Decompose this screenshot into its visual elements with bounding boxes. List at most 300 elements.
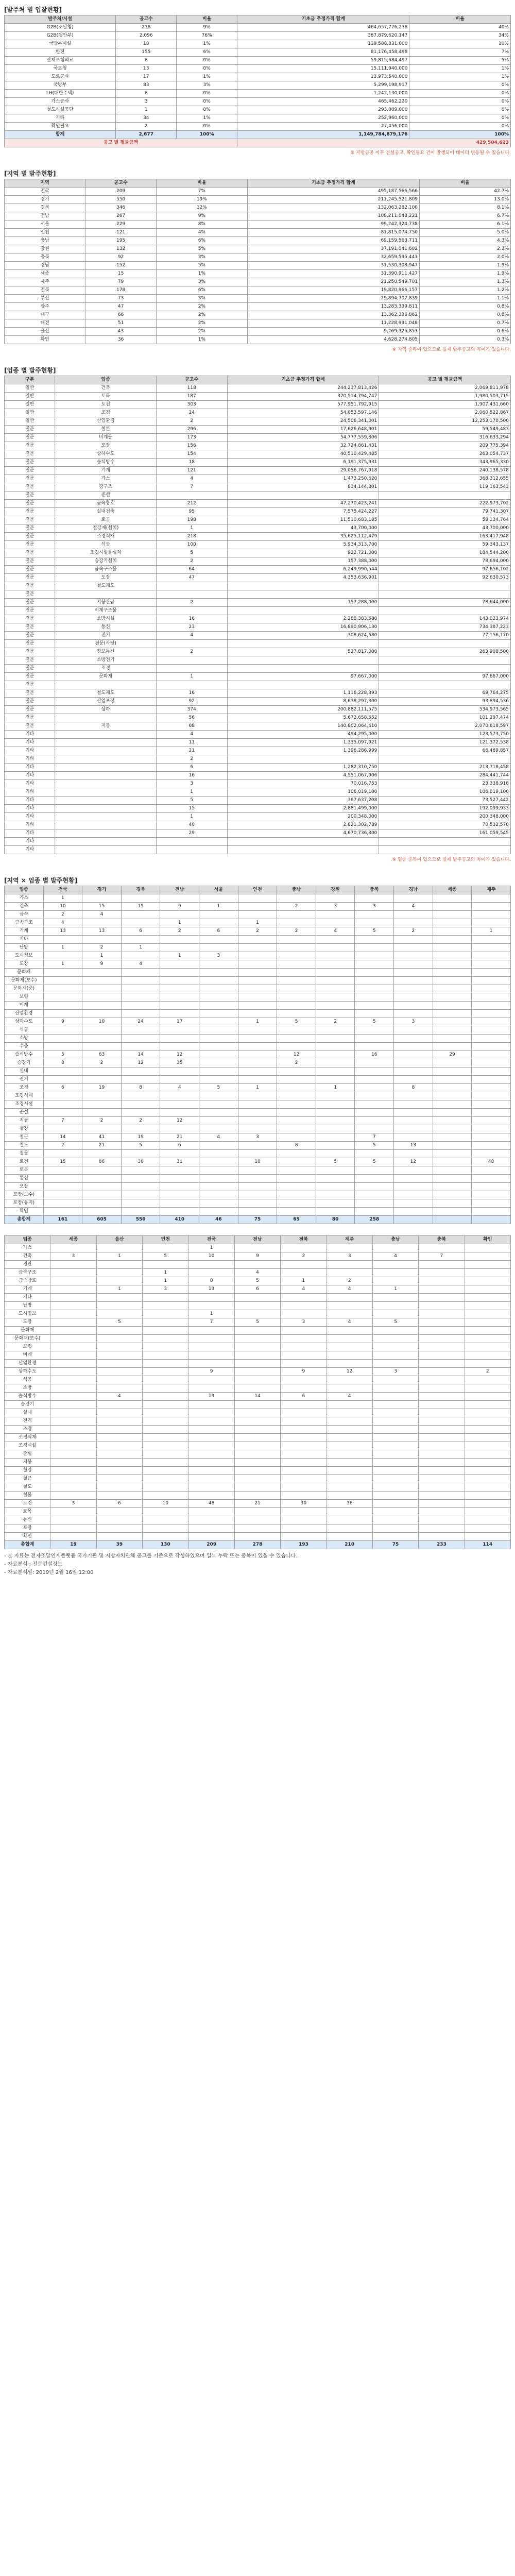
table-cell <box>121 1166 160 1175</box>
table-cell <box>82 1208 122 1216</box>
table-cell <box>50 1277 96 1285</box>
column-header: 인천 <box>143 1236 188 1244</box>
table-cell: 59,343,137 <box>379 541 511 549</box>
table-row <box>5 1376 511 1384</box>
table-cell: 8 <box>116 90 177 98</box>
table-cell <box>465 1269 510 1277</box>
table-cell <box>55 764 157 772</box>
table-cell <box>160 1035 199 1043</box>
footnote-line: - 자료분석 : 전문건설정보 <box>4 1562 63 1567</box>
average-row <box>5 139 511 147</box>
table-cell <box>238 969 277 977</box>
table-cell: 지붕 <box>55 722 157 731</box>
table-cell: G2B(행안부) <box>5 32 116 40</box>
table-cell <box>472 1100 511 1109</box>
table-cell <box>143 1302 188 1310</box>
table-cell <box>372 1376 418 1384</box>
table-cell <box>199 936 238 944</box>
table-cell <box>394 1183 433 1191</box>
table-cell: 3 <box>199 952 238 960</box>
table-row <box>5 229 511 237</box>
table-cell <box>394 1216 433 1224</box>
table-cell: 41 <box>82 1133 122 1142</box>
table-cell <box>472 919 511 927</box>
table-cell <box>188 1450 234 1459</box>
table-cell: 17 <box>160 1018 199 1026</box>
table-row <box>5 673 511 681</box>
table-cell: 2 <box>82 1059 122 1067</box>
table-cell: 전문 <box>5 623 55 632</box>
column-header: 확인 <box>465 1236 510 1244</box>
table-cell: 5% <box>409 57 511 65</box>
table-cell <box>96 1434 142 1442</box>
table-cell: 11,228,991,048 <box>247 319 419 328</box>
table-cell <box>281 1294 327 1302</box>
table-cell: 527,817,000 <box>227 648 379 656</box>
table-cell <box>234 1442 280 1450</box>
table-cell <box>419 1426 465 1434</box>
table-cell <box>50 1426 96 1434</box>
table-cell: 157,288,000 <box>227 599 379 607</box>
table-cell: 106,019,100 <box>379 788 511 796</box>
table-cell <box>234 1376 280 1384</box>
table-cell <box>199 1158 238 1166</box>
table-cell <box>234 1409 280 1417</box>
table-row <box>5 1401 511 1409</box>
table-cell <box>55 772 157 780</box>
table-cell: 11,510,683,185 <box>227 516 379 524</box>
table-cell: 가스공사 <box>5 98 116 106</box>
table-cell: 12 <box>121 1059 160 1067</box>
table-cell <box>465 1450 510 1459</box>
footnote-line: - 본 자료는 전자조달연계플랫폼 국가기관 및 지방자치단체 공고를 기준으로 작성하였으며 일부 누락 또는 중복이 있을 수 있습니다. <box>4 1553 298 1559</box>
table-cell: 2 <box>316 1018 355 1026</box>
table-cell <box>316 1208 355 1216</box>
table-cell <box>160 1100 199 1109</box>
table-cell: 4,551,067,906 <box>227 772 379 780</box>
table-cell: 전문 <box>5 689 55 698</box>
column-header: 기초금 추정가격 합계 <box>247 179 419 188</box>
table-cell: 전문 <box>5 665 55 673</box>
table-cell: 서울 <box>5 221 85 229</box>
table-cell <box>238 1076 277 1084</box>
industry-table <box>4 376 511 854</box>
table-cell <box>160 894 199 903</box>
table-cell: 일반 <box>5 401 55 409</box>
table-cell <box>188 1261 234 1269</box>
table-cell: 기타 <box>5 936 44 944</box>
table-cell: 2 <box>121 1117 160 1125</box>
table-cell: 23,338,918 <box>379 780 511 788</box>
table-cell <box>419 1459 465 1467</box>
table-cell: 47 <box>156 574 227 582</box>
table-cell <box>82 1109 122 1117</box>
table-cell: 140,802,064,610 <box>227 722 379 731</box>
table-cell <box>55 590 157 599</box>
table-cell: 제주 <box>5 278 85 286</box>
column-header: 세종 <box>50 1236 96 1244</box>
table-cell: 전문 <box>5 714 55 722</box>
table-cell <box>281 1508 327 1516</box>
table-row <box>5 1450 511 1459</box>
table-cell: 73,527,442 <box>379 796 511 805</box>
table-cell <box>327 1294 372 1302</box>
table-cell <box>234 1327 280 1335</box>
table-cell: 39 <box>96 1541 142 1549</box>
table-cell <box>394 1067 433 1076</box>
table-cell: 79 <box>85 278 157 286</box>
table-cell: 0% <box>409 106 511 114</box>
table-cell <box>379 838 511 846</box>
table-cell: 121 <box>85 229 157 237</box>
table-cell: 31 <box>160 1158 199 1166</box>
table-cell: 7 <box>419 1252 465 1261</box>
table-cell: 5 <box>143 1252 188 1261</box>
table-row <box>5 524 511 533</box>
table-cell <box>465 1533 510 1541</box>
table-cell: 8 <box>394 1084 433 1092</box>
table-cell: 2,881,499,000 <box>227 805 379 813</box>
total-row <box>5 131 511 139</box>
table-cell <box>121 1100 160 1109</box>
table-row <box>5 944 511 952</box>
table-cell <box>50 1343 96 1351</box>
table-row <box>5 393 511 401</box>
table-cell <box>43 1109 82 1117</box>
table-cell: 7% <box>156 188 247 196</box>
table-cell: 263,054,737 <box>379 450 511 459</box>
table-cell: 30 <box>121 1158 160 1166</box>
column-header: 구분 <box>5 376 55 384</box>
table-cell: 7,575,424,227 <box>227 508 379 516</box>
table-row <box>5 927 511 936</box>
table-cell <box>199 1166 238 1175</box>
table-cell: 2 <box>43 911 82 919</box>
column-header: 공고수 <box>85 179 157 188</box>
table-row <box>5 221 511 229</box>
column-header: 충남 <box>277 886 316 894</box>
table-cell <box>316 1125 355 1133</box>
table-cell <box>143 1343 188 1351</box>
table-cell: 184,544,200 <box>379 549 511 557</box>
table-cell <box>199 993 238 1002</box>
table-cell <box>465 1500 510 1508</box>
table-cell: 1.3% <box>420 278 511 286</box>
table-cell: 비계구조물 <box>55 607 157 615</box>
table-cell <box>188 1327 234 1335</box>
table-cell <box>121 1002 160 1010</box>
table-cell <box>472 993 511 1002</box>
table-cell <box>82 985 122 993</box>
table-cell: 난방 <box>5 944 44 952</box>
table-row <box>5 1393 511 1401</box>
table-cell <box>433 985 472 993</box>
table-cell: 5 <box>355 1142 394 1150</box>
table-cell: 101,297,474 <box>379 714 511 722</box>
table-cell <box>465 1335 510 1343</box>
table-cell <box>227 582 379 590</box>
table-cell: 4 <box>199 1133 238 1142</box>
table-cell: 0% <box>409 98 511 106</box>
table-cell <box>472 1199 511 1208</box>
table-cell <box>316 1059 355 1067</box>
table-row <box>5 1360 511 1368</box>
table-row <box>5 409 511 417</box>
table-cell: 296 <box>156 426 227 434</box>
table-cell <box>238 1125 277 1133</box>
table-cell: 전문 <box>5 524 55 533</box>
table-cell: 152 <box>85 262 157 270</box>
table-cell <box>327 1442 372 1450</box>
table-cell <box>394 1208 433 1216</box>
table-cell <box>472 952 511 960</box>
table-cell: 29 <box>156 829 227 838</box>
table-cell <box>355 969 394 977</box>
table-cell: 195 <box>85 237 157 245</box>
table-cell <box>355 977 394 985</box>
table-cell <box>188 1401 234 1409</box>
table-cell: 121,372,538 <box>379 739 511 747</box>
table-cell <box>355 944 394 952</box>
table-cell <box>82 1076 122 1084</box>
table-cell <box>96 1450 142 1459</box>
table-row <box>5 450 511 459</box>
table-cell: 303 <box>156 401 227 409</box>
table-cell <box>372 1261 418 1269</box>
table-cell <box>199 960 238 969</box>
table-cell: 일반 <box>5 393 55 401</box>
table-cell <box>160 977 199 985</box>
table-cell: 43 <box>85 328 157 336</box>
table-cell: 92 <box>85 253 157 262</box>
table-cell <box>327 1475 372 1483</box>
table-cell <box>82 1035 122 1043</box>
table-row <box>5 459 511 467</box>
table-cell: 81,815,074,750 <box>247 229 419 237</box>
table-row <box>5 1310 511 1318</box>
table-cell <box>316 1076 355 1084</box>
table-cell <box>277 1010 316 1018</box>
table-cell: 734,387,223 <box>379 623 511 632</box>
table-row <box>5 722 511 731</box>
table-cell: 4 <box>121 960 160 969</box>
table-cell <box>227 590 379 599</box>
table-cell <box>355 1092 394 1100</box>
table-cell: 토목 <box>55 393 157 401</box>
table-cell <box>472 1067 511 1076</box>
table-cell: 267 <box>85 212 157 221</box>
table-cell <box>199 911 238 919</box>
table-cell <box>419 1434 465 1442</box>
table-cell: 전문 <box>5 475 55 483</box>
table-cell <box>55 681 157 689</box>
table-cell <box>50 1492 96 1500</box>
table-cell: 1 <box>372 1285 418 1294</box>
table-cell: 전문 <box>5 459 55 467</box>
table-cell <box>82 894 122 903</box>
table-cell <box>372 1360 418 1368</box>
table-cell: 8 <box>116 57 177 65</box>
table-cell <box>277 1076 316 1084</box>
table-cell <box>43 1125 82 1133</box>
table-cell: 229 <box>85 221 157 229</box>
table-cell <box>355 993 394 1002</box>
table-cell <box>281 1434 327 1442</box>
table-cell <box>121 1191 160 1199</box>
table-cell: 316,633,294 <box>379 434 511 442</box>
table-cell: 소방시설 <box>55 615 157 623</box>
table-cell: 494,295,000 <box>227 731 379 739</box>
table-cell <box>419 1500 465 1508</box>
table-cell: 5 <box>355 927 394 936</box>
table-cell: 258 <box>355 1216 394 1224</box>
table-cell: 1,980,503,715 <box>379 393 511 401</box>
table-cell: 19% <box>156 196 247 204</box>
table-cell: 0% <box>409 81 511 90</box>
table-cell <box>277 911 316 919</box>
table-row <box>5 1285 511 1294</box>
table-cell <box>160 1067 199 1076</box>
table-cell: 2 <box>277 903 316 911</box>
table-cell: 문화재 <box>5 1327 50 1335</box>
table-cell: 금속창호 <box>5 1277 50 1285</box>
table-cell <box>472 1010 511 1018</box>
table-cell: 1.1% <box>420 295 511 303</box>
table-cell <box>433 969 472 977</box>
table-row <box>5 911 511 919</box>
table-cell <box>277 919 316 927</box>
table-cell: 48 <box>188 1500 234 1508</box>
table-cell <box>281 1483 327 1492</box>
column-header: 기초금 추정가격 합계 <box>227 376 379 384</box>
table-cell <box>50 1409 96 1417</box>
table-cell <box>156 582 227 590</box>
table-cell <box>419 1310 465 1318</box>
table-cell: 34 <box>116 114 177 123</box>
table-cell <box>199 919 238 927</box>
table-cell: 27,456,000 <box>237 123 409 131</box>
table-row <box>5 1191 511 1199</box>
table-cell <box>394 944 433 952</box>
region-industry-table-2 <box>4 1235 511 1549</box>
table-cell <box>277 1208 316 1216</box>
table-cell: 465,462,220 <box>237 98 409 106</box>
table-cell <box>465 1475 510 1483</box>
table-cell: 총합계 <box>5 1541 50 1549</box>
table-cell: 습식방수 <box>5 1393 50 1401</box>
table-cell: 410 <box>160 1216 199 1224</box>
table-cell <box>234 1294 280 1302</box>
table-cell <box>372 1409 418 1417</box>
table-cell <box>143 1261 188 1269</box>
table-cell: 조경시설물설치 <box>55 549 157 557</box>
table-cell <box>238 1035 277 1043</box>
table-cell <box>394 1150 433 1158</box>
table-row <box>5 714 511 722</box>
table-cell <box>121 911 160 919</box>
table-cell <box>355 1191 394 1199</box>
column-header: 지역 <box>5 179 85 188</box>
table-cell <box>188 1376 234 1384</box>
table-cell: 8.1% <box>420 204 511 212</box>
table-row <box>5 319 511 328</box>
table-cell: 4 <box>156 731 227 739</box>
table-cell: 전문 <box>5 557 55 566</box>
table-cell: 3 <box>156 780 227 788</box>
table-cell <box>372 1310 418 1318</box>
table-cell <box>238 960 277 969</box>
table-cell <box>379 607 511 615</box>
table-cell: 포장 <box>5 1524 50 1533</box>
table-cell: 1% <box>177 114 237 123</box>
table-cell <box>143 1393 188 1401</box>
table-cell <box>372 1269 418 1277</box>
table-cell <box>355 1175 394 1183</box>
table-cell: 충북 <box>5 253 85 262</box>
table-cell <box>234 1508 280 1516</box>
table-cell <box>379 656 511 665</box>
table-row <box>5 1475 511 1483</box>
table-cell <box>121 1109 160 1117</box>
table-cell <box>50 1376 96 1384</box>
table-cell: 실내건축 <box>55 508 157 516</box>
table-cell <box>55 846 157 854</box>
table-cell <box>355 911 394 919</box>
table-cell <box>419 1360 465 1368</box>
table-cell: 5 <box>156 549 227 557</box>
table-cell: 5% <box>156 262 247 270</box>
table-cell <box>355 1059 394 1067</box>
table-cell: 4,628,274,805 <box>247 336 419 344</box>
table-cell <box>465 1483 510 1492</box>
table-cell: 130 <box>143 1541 188 1549</box>
table-cell <box>121 985 160 993</box>
table-cell: 6 <box>121 927 160 936</box>
table-cell: 6 <box>160 1142 199 1150</box>
table-cell: 23 <box>156 623 227 632</box>
table-cell <box>43 1067 82 1076</box>
table-cell <box>96 1368 142 1376</box>
table-row <box>5 1018 511 1026</box>
table-cell <box>281 1475 327 1483</box>
table-cell: 81,176,458,498 <box>237 48 409 57</box>
table-cell <box>433 919 472 927</box>
table-cell <box>327 1467 372 1475</box>
footnote-line: - 자료분석일: 2019년 2월 16일 12:00 <box>4 1570 94 1575</box>
table-row <box>5 1059 511 1067</box>
table-cell: 210 <box>327 1541 372 1549</box>
table-row <box>5 846 511 854</box>
table-cell <box>465 1261 510 1269</box>
table-row <box>5 903 511 911</box>
table-cell: 1 <box>43 944 82 952</box>
table-cell <box>143 1533 188 1541</box>
table-cell: 철콘 <box>55 426 157 434</box>
table-cell <box>143 1516 188 1524</box>
table-cell <box>143 1417 188 1426</box>
table-row <box>5 1467 511 1475</box>
table-cell: 기타 <box>5 764 55 772</box>
table-cell: 2 <box>156 599 227 607</box>
table-row <box>5 829 511 838</box>
table-cell: 실내 <box>5 1409 50 1417</box>
table-cell: 5,299,198,917 <box>237 81 409 90</box>
table-row <box>5 1252 511 1261</box>
table-cell: 전문 <box>5 640 55 648</box>
table-cell: 40 <box>156 821 227 829</box>
table-cell <box>394 1051 433 1059</box>
table-row <box>5 1384 511 1393</box>
